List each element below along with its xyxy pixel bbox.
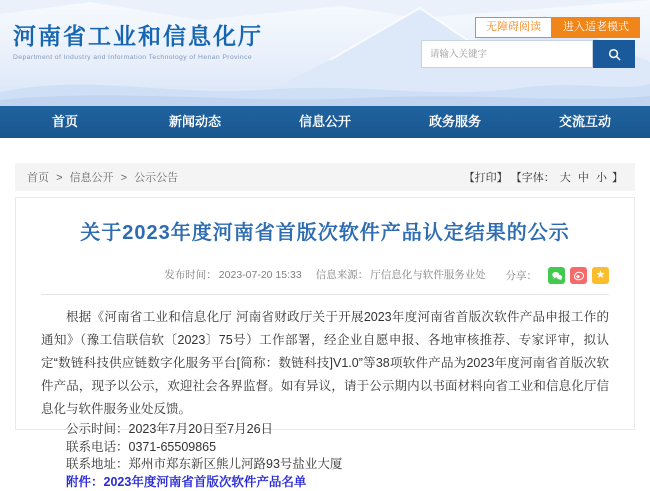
publish-time-label: 发布时间： bbox=[164, 269, 217, 281]
search-bar bbox=[421, 40, 635, 68]
site-logo[interactable] bbox=[13, 18, 263, 61]
search-input[interactable] bbox=[421, 40, 593, 68]
favorite-share-icon[interactable]: ★ bbox=[592, 267, 609, 284]
weibo-share-icon[interactable] bbox=[570, 267, 587, 284]
contact-address-line: 联系地址：郑州市郑东新区熊儿河路93号盐业大厦 bbox=[41, 456, 609, 474]
nav-item-news[interactable]: 新闻动态 bbox=[130, 106, 260, 138]
font-size-medium-button[interactable]: 中 bbox=[578, 172, 589, 184]
search-button[interactable] bbox=[593, 40, 635, 68]
source-value: 厅信息化与软件服务业处 bbox=[370, 269, 486, 281]
main-nav bbox=[0, 106, 650, 138]
nav-item-home[interactable]: 首页 bbox=[0, 106, 130, 138]
contact-phone-line: 联系电话：0371-65509865 bbox=[41, 439, 609, 457]
attachment-link[interactable]: 2023年度河南省首版次软件产品名单 bbox=[104, 475, 307, 489]
share-label: 分享： bbox=[506, 268, 538, 283]
article-card bbox=[15, 197, 635, 430]
font-size-small-button[interactable]: 小 bbox=[596, 172, 607, 184]
article-paragraph: 根据《河南省工业和信息化厅 河南省财政厅关于开展2023年度河南省首版次软件产品申报工作的通知》（豫工信联信软〔2023〕75号）工作部署，经企业自愿申报、各地审核推荐、专家评审，拟认定“数链科技供应链数字化服务平台[简称：数链科技]V1.0”等38项软件产品为2023年度河南省首版次软件产品，现予以公示，欢迎社会各界监督。如有异议，请于公示期内以书面材料向省工业和信息化厅信息化与软件服务业处反馈。 bbox=[41, 306, 609, 421]
breadcrumb bbox=[27, 169, 178, 185]
elder-mode-button[interactable]: 进入适老模式 bbox=[552, 17, 640, 38]
font-size-suffix: 】 bbox=[612, 172, 623, 184]
breadcrumb-separator: > bbox=[56, 172, 62, 184]
header-banner bbox=[0, 0, 650, 106]
page-tools bbox=[464, 169, 623, 185]
meta-divider bbox=[41, 294, 609, 295]
share-widget bbox=[506, 267, 610, 284]
search-icon bbox=[607, 47, 622, 62]
font-size-prefix: 【字体： bbox=[511, 172, 555, 184]
article-title: 关于2023年度河南省首版次软件产品认定结果的公示 bbox=[16, 216, 634, 245]
source-label: 信息来源： bbox=[316, 269, 369, 281]
article-body bbox=[16, 306, 634, 491]
publish-time-value: 2023-07-20 15:33 bbox=[219, 269, 302, 281]
article-meta-row bbox=[16, 267, 634, 285]
public-notice-period-line: 公示时间：2023年7月20日至7月26日 bbox=[41, 421, 609, 439]
mode-buttons bbox=[475, 17, 640, 38]
breadcrumb-home[interactable]: 首页 bbox=[27, 172, 49, 184]
breadcrumb-info-disclosure[interactable]: 信息公开 bbox=[70, 172, 114, 184]
site-title-english: Department of Industry and Information Technology of Henan Province bbox=[13, 54, 263, 61]
print-button[interactable]: 【打印】 bbox=[464, 172, 508, 184]
breadcrumb-announcements[interactable]: 公示公告 bbox=[134, 172, 178, 184]
attachment-label: 附件： bbox=[66, 475, 104, 489]
nav-item-info-disclosure[interactable]: 信息公开 bbox=[260, 106, 390, 138]
attachment-line bbox=[41, 474, 609, 491]
breadcrumb-separator: > bbox=[121, 172, 127, 184]
site-title: 河南省工业和信息化厅 bbox=[13, 18, 263, 51]
wechat-share-icon[interactable] bbox=[548, 267, 565, 284]
font-size-large-button[interactable]: 大 bbox=[560, 172, 571, 184]
nav-item-gov-services[interactable]: 政务服务 bbox=[390, 106, 520, 138]
nav-item-interaction[interactable]: 交流互动 bbox=[520, 106, 650, 138]
accessibility-reading-button[interactable]: 无障碍阅读 bbox=[475, 17, 552, 38]
breadcrumb-bar bbox=[15, 163, 635, 191]
